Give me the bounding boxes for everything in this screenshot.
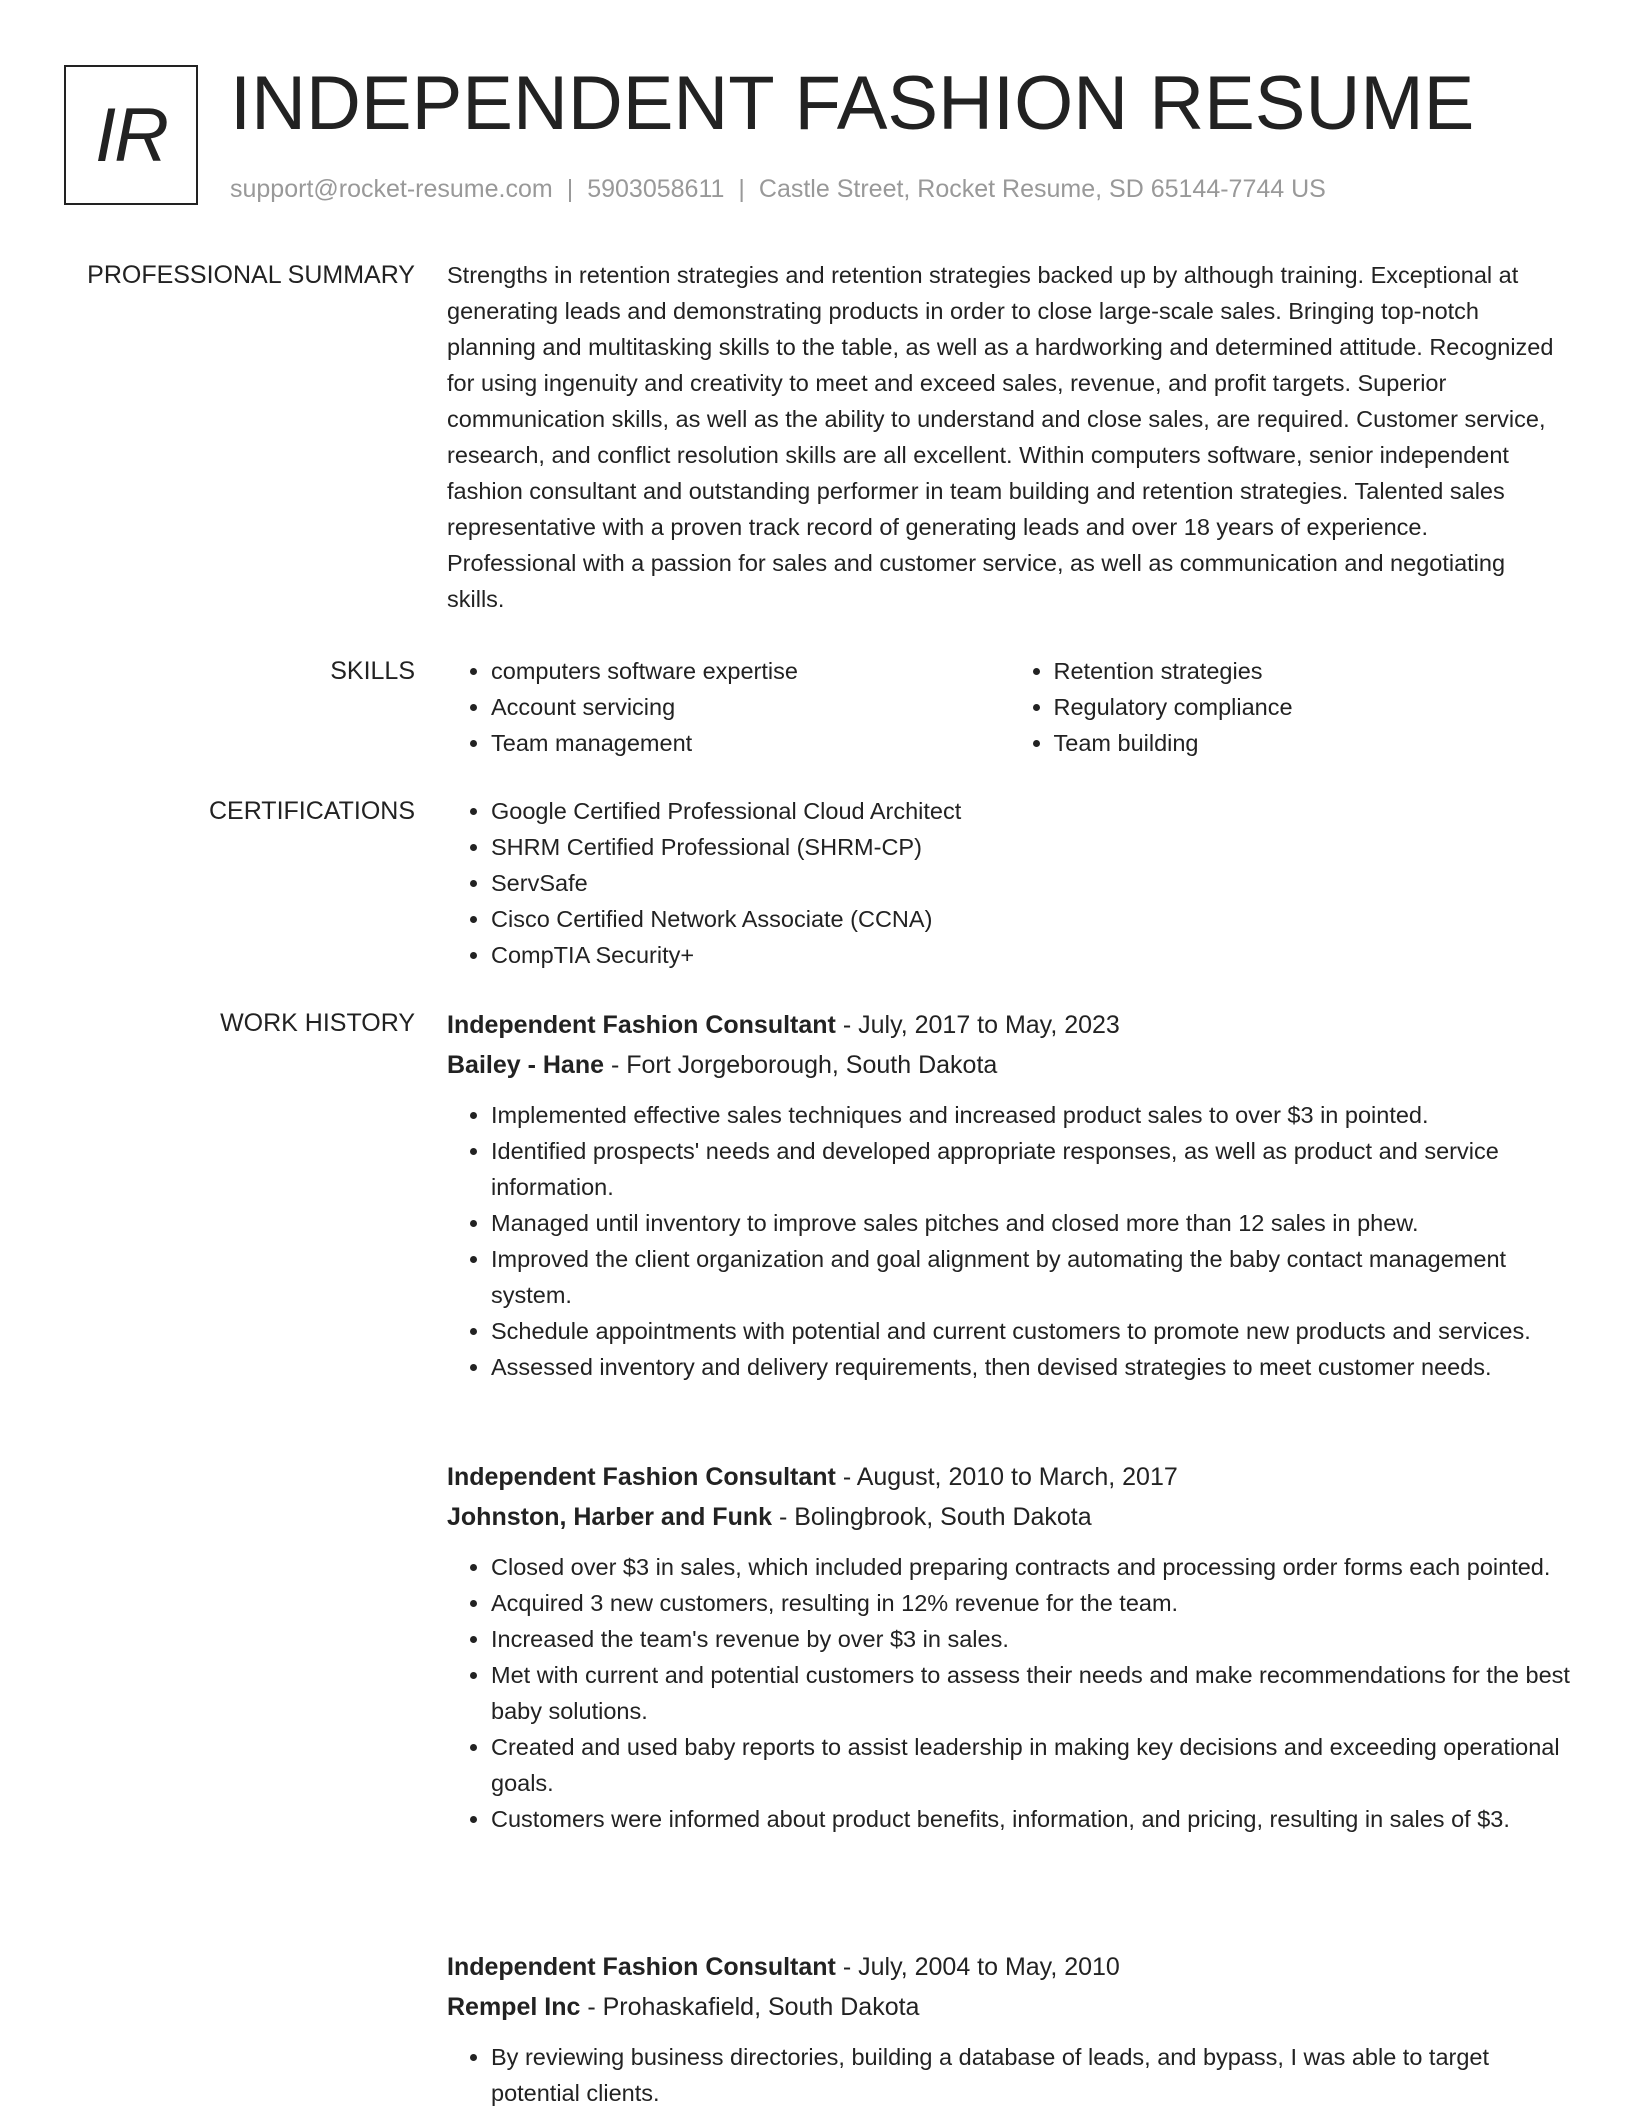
contact-address: Castle Street, Rocket Resume, SD 65144-7744 US [758, 175, 1326, 203]
job-location: - Prohaskafield, South Dakota [580, 1993, 920, 2021]
job-location: - Fort Jorgeborough, South Dakota [604, 1051, 998, 1079]
certification-item: • Google Certified Professional Cloud Architect [491, 793, 1572, 829]
job-title: Independent Fashion Consultant [447, 1463, 836, 1491]
job-title: Independent Fashion Consultant [447, 1953, 836, 1981]
job-company: Bailey - Hane [447, 1051, 605, 1079]
summary-text: Strengths in retention strategies and retention strategies backed up by although training. Exceptional at generating leads and demonstrating products in order to close large-scale sales. Bringing top-notch planning and multitasking skills to the table, as well as a hardworking and determined attitude. Recognized for using ingenuity and creativity to meet and exceed sales, revenue, and profit targets. Superior communication skills, as well as the ability to understand and close sales, are required. Customer service, research, and conflict resolution skills are all excellent. Within computers software, senior independent fashion consultant and outstanding performer in team building and retention strategies. Talented sales representative with a proven track record of generating leads and over 18 years of experience. Professional with a passion for sales and customer service, as well as communication and negotiating skills. [447, 262, 1554, 612]
job-title-line [447, 1947, 1572, 1987]
job-duty: • Managed until inventory to improve sales pitches and closed more than 12 sales in phew. [491, 1205, 1572, 1241]
skill-item: • Account servicing [491, 689, 1010, 725]
job-company: Rempel Inc [447, 1993, 581, 2021]
job-location: - Bolingbrook, South Dakota [772, 1503, 1092, 1531]
job-duty: • Customers were informed about product benefits, information, and pricing, resulting in sales of $3. [491, 1801, 1572, 1837]
certification-item: • CompTIA Security+ [491, 937, 1572, 973]
contact-separator: | [738, 175, 745, 203]
job-duty: • Created and used baby reports to assist leadership in making key decisions and exceeding operational goals. [491, 1729, 1572, 1801]
job-duty: • Schedule appointments with potential and current customers to promote new products and services. [491, 1313, 1572, 1349]
job-entry [0, 1005, 1632, 1385]
certification-item: • ServSafe [491, 865, 1572, 901]
job-duty: • Acquired 3 new customers, resulting in 12% revenue for the team. [491, 1585, 1572, 1621]
certifications-heading: CERTIFICATIONS [208, 797, 415, 825]
skills-list-left [447, 653, 1010, 761]
summary-heading: PROFESSIONAL SUMMARY [87, 261, 415, 289]
job-company-line [447, 1045, 1572, 1085]
resume-title: INDEPENDENT FASHION RESUME [230, 61, 1475, 146]
job-title: Independent Fashion Consultant [447, 1011, 836, 1039]
job-company-line [447, 1987, 1572, 2027]
job-duty: • Closed over $3 in sales, which included preparing contracts and processing order forms each pointed. [491, 1549, 1572, 1585]
contact-phone: 5903058611 [587, 175, 725, 203]
certification-item: • SHRM Certified Professional (SHRM-CP) [491, 829, 1572, 865]
job-company-line [447, 1497, 1572, 1537]
job-duties-list [447, 1097, 1572, 1385]
certifications-list [447, 793, 1572, 973]
skill-item: • computers software expertise [491, 653, 1010, 689]
job-duty: • Met with current and potential customers to assess their needs and make recommendations for the best baby solutions. [491, 1657, 1572, 1729]
job-duties-list [447, 1549, 1572, 1837]
skill-item: • Retention strategies [1054, 653, 1573, 689]
job-entry [0, 1947, 1632, 2111]
skill-item: • Regulatory compliance [1054, 689, 1573, 725]
job-dates: - August, 2010 to March, 2017 [835, 1463, 1178, 1491]
job-duty: • Assessed inventory and delivery requirements, then devised strategies to meet customer needs. [491, 1349, 1572, 1385]
job-title-line [447, 1005, 1572, 1045]
job-entry [0, 1457, 1632, 1837]
job-duty: • Identified prospects' needs and developed appropriate responses, as well as product and service information. [491, 1133, 1572, 1205]
job-duty: • Implemented effective sales techniques and increased product sales to over $3 in pointed. [491, 1097, 1572, 1133]
job-company: Johnston, Harber and Funk [447, 1503, 773, 1531]
work-history-heading: WORK HISTORY [220, 1009, 415, 1037]
monogram-logo: IR [64, 65, 198, 205]
contact-separator: | [566, 175, 574, 203]
skills-list-right [1010, 653, 1573, 761]
job-duty: • By reviewing business directories, building a database of leads, and bypass, I was able to target potential clients. [491, 2039, 1572, 2111]
job-dates: - July, 2004 to May, 2010 [835, 1953, 1120, 1981]
job-dates: - July, 2017 to May, 2023 [835, 1011, 1120, 1039]
resume-header [0, 0, 1632, 240]
job-duties-list [447, 2039, 1572, 2111]
job-duty: • Improved the client organization and goal alignment by automating the baby contact management system. [491, 1241, 1572, 1313]
job-title-line [447, 1457, 1572, 1497]
contact-email: support@rocket-resume.com [230, 175, 553, 203]
contact-line [230, 173, 1326, 205]
skill-item: • Team building [1054, 725, 1573, 761]
skills-heading: SKILLS [330, 657, 415, 685]
job-duty: • Increased the team's revenue by over $3 in sales. [491, 1621, 1572, 1657]
certification-item: • Cisco Certified Network Associate (CCNA) [491, 901, 1572, 937]
skill-item: • Team management [491, 725, 1010, 761]
